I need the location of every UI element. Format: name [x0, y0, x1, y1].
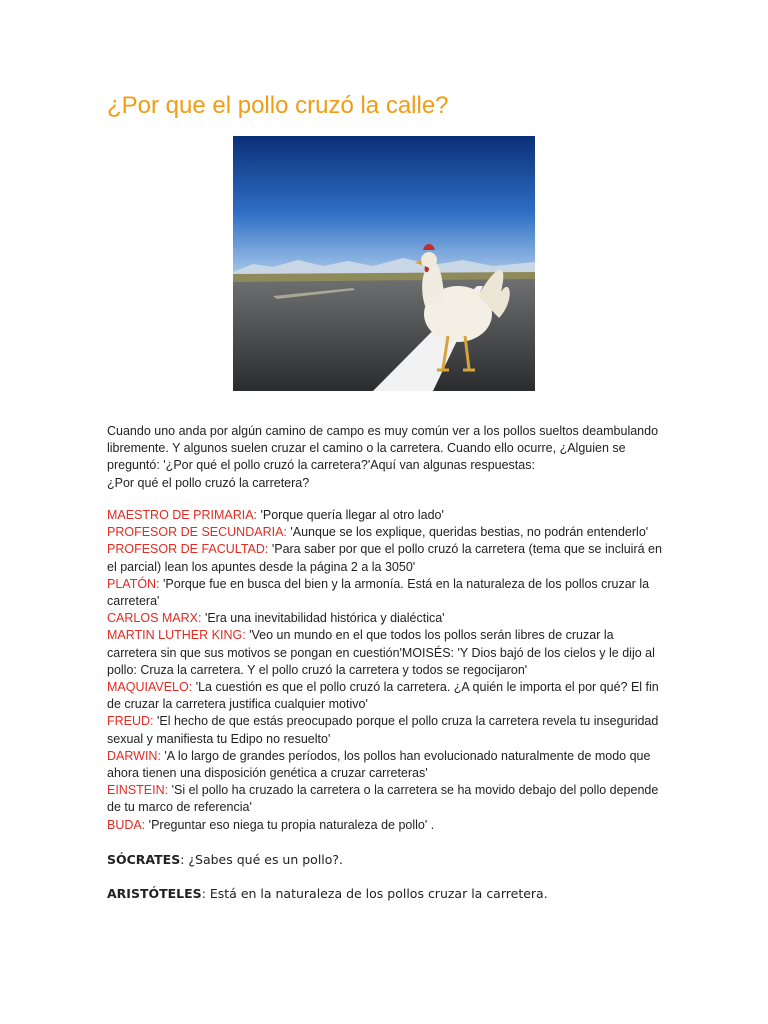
- answer-text: 'A lo largo de grandes períodos, los pollos han evolucionado naturalmente de modo que ahora tienen una disposición genética a cruzar carreteras': [107, 748, 651, 781]
- speaker-name: CARLOS MARX:: [107, 611, 202, 626]
- speaker-name: BUDA:: [107, 817, 146, 832]
- answer-item: [107, 817, 667, 834]
- answer-text: 'Porque fue en busca del bien y la armonía. Está en la naturaleza de los pollos cruzar la carretera': [107, 576, 650, 609]
- chicken-road-photo: [233, 136, 535, 391]
- speaker-name-bold: ARISTÓTELES: [107, 886, 202, 901]
- answer-text: : ¿Sabes qué es un pollo?.: [180, 852, 344, 867]
- answer-text: 'Era una inevitabilidad histórica y dialéctica': [201, 611, 445, 626]
- answer-text: 'El hecho de que estás preocupado porque el pollo cruza la carretera revela tu inseguridad sexual y manifiesta tu Edipo no resuelto': [107, 714, 659, 746]
- answer-text: 'La cuestión es que el pollo cruzó la carretera. ¿A quién le importa el por qué? El fin de cruzar la carretera justifica cualquier motivo': [107, 680, 659, 712]
- speaker-name: PROFESOR DE SECUNDARIA:: [107, 525, 287, 540]
- answer-item: [107, 610, 667, 627]
- answer-item: [107, 627, 667, 679]
- answer-item: [107, 524, 667, 541]
- speaker-name: EINSTEIN:: [107, 783, 169, 798]
- answer-item: [107, 576, 667, 610]
- answer-text: 'Para saber por que el pollo cruzó la carretera (tema que se incluirá en el parcial) lean los apuntes desde la página 2 a la 3050': [107, 542, 662, 574]
- speaker-name: MAQUIAVELO:: [107, 680, 193, 695]
- answer-text: 'Veo un mundo en el que todos los pollos serán libres de cruzar la carretera sin que sus motivos se pongan en cuestión'MOISÉS: 'Y Dios bajó de los cielos y le dijo al pollo: Cruza la carretera. Y el pollo cruzó la carretera y todos se regocijaron': [107, 628, 655, 677]
- speaker-name-bold: SÓCRATES: [107, 852, 181, 867]
- page-title: ¿Por que el pollo cruzó la calle?: [107, 92, 449, 119]
- answer-item: [107, 713, 667, 747]
- speaker-name: PROFESOR DE FACULTAD:: [107, 542, 269, 557]
- intro-line: Cuando uno anda por algún camino de campo es muy común ver a los pollos sueltos deambulando: [107, 424, 659, 438]
- speaker-name: MARTIN LUTHER KING:: [107, 628, 246, 643]
- answer-text: : Está en la naturaleza de los pollos cruzar la carretera.: [201, 886, 548, 901]
- intro-paragraph: [107, 423, 667, 492]
- intro-line: preguntó: '¿Por qué el pollo cruzó la carretera?'Aquí van algunas respuestas:: [107, 458, 535, 473]
- answer-item: [107, 679, 667, 713]
- aristoteles-line: [107, 886, 707, 901]
- speaker-name: DARWIN:: [107, 748, 161, 763]
- socrates-line: [107, 852, 707, 867]
- speaker-name: PLATÓN:: [107, 576, 160, 591]
- answer-text: 'Porque quería llegar al otro lado': [257, 508, 444, 522]
- intro-line: libremente. Y algunos suelen cruzar el camino o la carretera. Cuando ello ocurre, ¿Alguien se: [107, 441, 626, 456]
- answer-text: 'Si el pollo ha cruzado la carretera o la carretera se ha movido debajo del pollo depende de tu marco de referencia': [107, 783, 659, 815]
- answer-text: 'Preguntar eso niega tu propia naturaleza de pollo' .: [145, 817, 435, 832]
- answer-item: [107, 507, 667, 524]
- answer-text: 'Aunque se los explique, queridas bestias, no podrán entenderlo': [286, 525, 649, 540]
- speaker-name: FREUD:: [107, 714, 154, 729]
- intro-line: ¿Por qué el pollo cruzó la carretera?: [107, 475, 310, 490]
- answers-list: [107, 507, 667, 834]
- answer-item: [107, 541, 667, 575]
- speaker-name: MAESTRO DE PRIMARIA:: [107, 508, 258, 522]
- answer-item: [107, 748, 667, 782]
- answer-item: [107, 782, 667, 816]
